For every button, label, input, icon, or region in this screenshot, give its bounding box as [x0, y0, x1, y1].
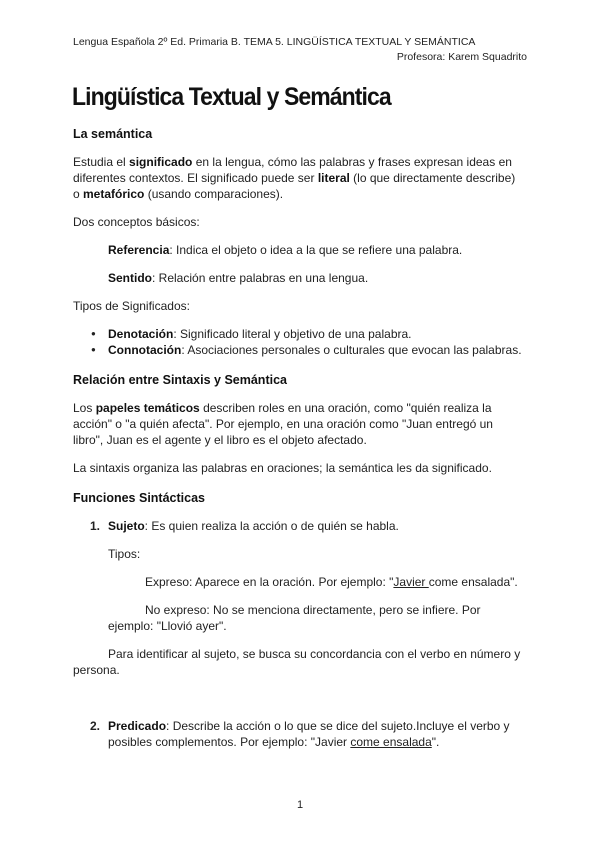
sujeto-list-item: 1. Sujeto: Es quien realiza la acción o de quién se habla.: [90, 519, 399, 533]
referencia-item: Referencia: Indica el objeto o idea a la que se refiere una palabra.: [108, 243, 463, 257]
paragraph-semantica: Estudia el significado en la lengua, cómo las palabras y frases expresan ideas en diferentes contextos. El significado puede ser literal (lo que directamente describe) o metafórico (usando comparaciones).: [73, 155, 516, 201]
page-title: Lingüística Textual y Semántica: [72, 83, 391, 111]
tipos-label: Tipos:: [108, 547, 141, 561]
header-course: Lengua Española 2º Ed. Primaria B. TEMA 5. LINGÜÍSTICA TEXTUAL Y SEMÁNTICA: [73, 36, 476, 48]
connotacion-list-item: ● Connotación: Asociaciones personales o culturales que evocan las palabras.: [108, 342, 522, 358]
section-heading-funciones: Funciones Sintácticas: [73, 491, 205, 505]
dos-conceptos-text: Dos conceptos básicos:: [73, 215, 200, 229]
tipos-significados-text: Tipos de Significados:: [73, 299, 190, 313]
no-expreso-text: No expreso: No se menciona directamente, pero se infiere. Por ejemplo: "Llovió ayer".: [108, 603, 481, 633]
section-heading-semantica: La semántica: [73, 127, 153, 141]
expreso-text: Expreso: Aparece en la oración. Por ejemplo: "Javier come ensalada".: [145, 575, 518, 589]
section-heading-relacion: Relación entre Sintaxis y Semántica: [73, 373, 287, 387]
denotacion-list-item: ● Denotación: Significado literal y objetivo de una palabra.: [108, 326, 412, 342]
header-teacher: Profesora: Karem Squadrito: [396, 51, 527, 63]
paragraph-papeles-tematicos: Los papeles temáticos describen roles en una oración, como "quién realiza la acción" o "a quién afecta". Por ejemplo, en una oración como "Juan entregó un libro", Juan es el agente y el libro es el objeto afectado.: [73, 401, 493, 447]
identificar-sujeto-text: Para identificar al sujeto, se busca su concordancia con el verbo en número y persona.: [73, 647, 521, 677]
paragraph-sintaxis: La sintaxis organiza las palabras en oraciones; la semántica les da significado.: [73, 461, 492, 475]
sentido-item: Sentido: Relación entre palabras en una lengua.: [108, 271, 369, 285]
page-number: 1: [296, 799, 304, 811]
predicado-list-item: 2. Predicado: Describe la acción o lo que se dice del sujeto.Incluye el verbo y posibles complementos. Por ejemplo: "Javier come ensalada".: [90, 719, 510, 749]
